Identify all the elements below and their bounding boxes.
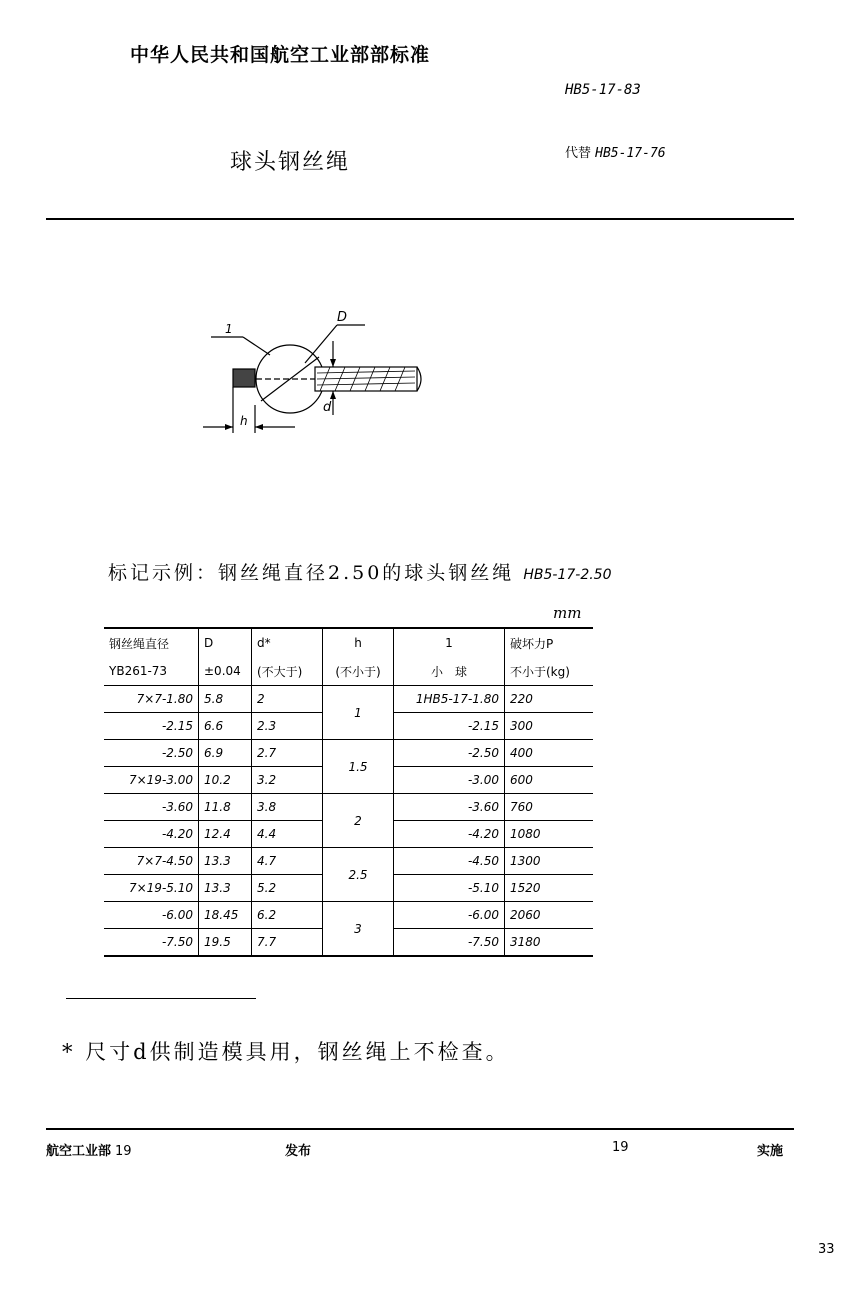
replaces-code: HB5-17-76: [595, 146, 666, 161]
cell-D: 13.3: [199, 875, 252, 902]
footnote-symbol: *: [62, 1040, 76, 1064]
cell-force: 400: [505, 740, 594, 767]
table-unit: mm: [553, 604, 582, 622]
header-ball: 1: [394, 628, 505, 657]
cell-d: 4.7: [252, 848, 323, 875]
marking-example: [108, 558, 612, 585]
cell-d: 7.7: [252, 929, 323, 957]
cell-D: 6.9: [199, 740, 252, 767]
table-row: [104, 740, 593, 767]
cell-force: 1520: [505, 875, 594, 902]
table-row: [104, 794, 593, 821]
cell-force: 600: [505, 767, 594, 794]
cell-h: 2: [323, 794, 394, 848]
cell-rope: -3.60: [104, 794, 199, 821]
publish-label: 发布: [285, 1144, 312, 1159]
header-h-limit: (不小于): [323, 657, 394, 686]
cell-d: 4.4: [252, 821, 323, 848]
issuing-organization: 中华人民共和国航空工业部部标准: [130, 44, 431, 66]
marking-example-text: 标记示例：钢丝绳直径2.50的球头钢丝绳: [108, 562, 515, 584]
cell-rope: 7×7-1.80: [104, 686, 199, 713]
cell-ball: -3.00: [394, 767, 505, 794]
cell-rope: 7×19-5.10: [104, 875, 199, 902]
label-diameter: D: [337, 310, 348, 325]
footnote: [62, 1036, 510, 1066]
cell-h: 2.5: [323, 848, 394, 902]
table-row: [104, 686, 593, 713]
header-h: h: [323, 628, 394, 657]
header-rope-standard: YB261-73: [104, 657, 199, 686]
cell-force: 2060: [505, 902, 594, 929]
implement-label: 实施: [757, 1144, 784, 1159]
cell-d: 5.2: [252, 875, 323, 902]
label-part: 1: [225, 322, 233, 336]
cell-force: 1080: [505, 821, 594, 848]
table-header-row: [104, 657, 593, 686]
cell-d: 2: [252, 686, 323, 713]
cell-rope: 7×7-4.50: [104, 848, 199, 875]
cell-rope: -6.00: [104, 902, 199, 929]
cell-force: 1300: [505, 848, 594, 875]
cell-D: 18.45: [199, 902, 252, 929]
cell-force: 300: [505, 713, 594, 740]
marking-example-code: HB5-17-2.50: [523, 567, 612, 583]
standard-number: HB5-17-83: [565, 82, 641, 98]
header-D-tolerance: ±0.04: [199, 657, 252, 686]
issuer-name: 航空工业部: [46, 1144, 112, 1159]
cell-ball: -3.60: [394, 794, 505, 821]
cell-d: 3.8: [252, 794, 323, 821]
cell-h: 3: [323, 902, 394, 957]
implement-number: 19: [612, 1140, 629, 1155]
header-ball-sub: 小 球: [394, 657, 505, 686]
footer-rule: [46, 1128, 794, 1130]
cell-rope: -2.50: [104, 740, 199, 767]
replaces-note: [565, 142, 666, 161]
cell-d: 2.3: [252, 713, 323, 740]
page-number: 33: [818, 1242, 835, 1257]
spec-table: [104, 627, 593, 957]
document-title: 球头钢丝绳: [230, 150, 351, 175]
cell-force: 220: [505, 686, 594, 713]
table-header-row: [104, 628, 593, 657]
footer-issuer: [46, 1140, 132, 1159]
label-d: d: [323, 400, 332, 415]
ball-head-rope-drawing: [195, 305, 445, 445]
cell-rope: -2.15: [104, 713, 199, 740]
cell-ball: -2.50: [394, 740, 505, 767]
header-rule: [46, 218, 794, 220]
replaces-label: 代替: [565, 146, 592, 161]
cell-h: 1.5: [323, 740, 394, 794]
cell-D: 6.6: [199, 713, 252, 740]
table-row: [104, 902, 593, 929]
header-D: D: [199, 628, 252, 657]
cell-ball: -2.15: [394, 713, 505, 740]
label-h: h: [240, 414, 248, 428]
cell-ball: -5.10: [394, 875, 505, 902]
cell-d: 6.2: [252, 902, 323, 929]
table-row: [104, 848, 593, 875]
cell-d: 2.7: [252, 740, 323, 767]
footnote-text: 尺寸d供制造模具用，钢丝绳上不检查。: [85, 1040, 510, 1064]
header-rope-diameter: 钢丝绳直径: [104, 628, 199, 657]
cell-D: 13.3: [199, 848, 252, 875]
cell-rope: -4.20: [104, 821, 199, 848]
cell-ball: -7.50: [394, 929, 505, 957]
rope-stub: [233, 369, 255, 387]
header-break-force: 破坏力P: [505, 628, 594, 657]
header-d: d*: [252, 628, 323, 657]
cell-h: 1: [323, 686, 394, 740]
footnote-rule: [66, 998, 256, 999]
cell-D: 10.2: [199, 767, 252, 794]
cell-ball: -4.20: [394, 821, 505, 848]
cell-d: 3.2: [252, 767, 323, 794]
cell-D: 11.8: [199, 794, 252, 821]
header-break-force-unit: 不小于(kg): [505, 657, 594, 686]
cell-D: 12.4: [199, 821, 252, 848]
issue-number: 19: [115, 1144, 132, 1159]
cell-ball: -6.00: [394, 902, 505, 929]
cell-ball: 1HB5-17-1.80: [394, 686, 505, 713]
cell-D: 19.5: [199, 929, 252, 957]
cell-D: 5.8: [199, 686, 252, 713]
cell-rope: -7.50: [104, 929, 199, 957]
cell-force: 760: [505, 794, 594, 821]
header-d-limit: (不大于): [252, 657, 323, 686]
cell-ball: -4.50: [394, 848, 505, 875]
cell-force: 3180: [505, 929, 594, 957]
cell-rope: 7×19-3.00: [104, 767, 199, 794]
